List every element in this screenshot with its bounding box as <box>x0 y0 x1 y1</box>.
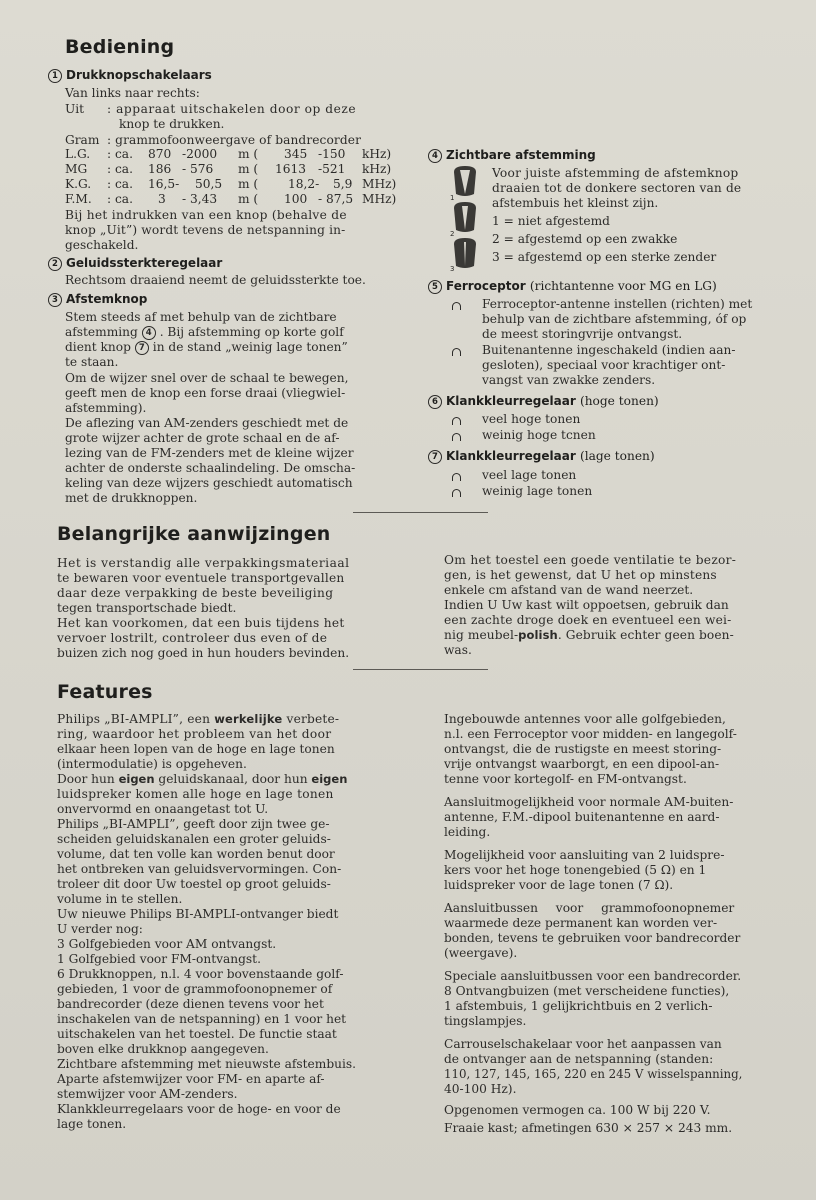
text-line: gebieden, 1 voor de grammofoonopnemer of <box>57 982 333 996</box>
text-line: Rechtsom draaiend neemt de geluidssterkte toe. <box>65 273 366 287</box>
text-line: keling van deze wijzers geschiedt automatisch <box>65 476 353 490</box>
text-part: dient knop <box>65 340 131 354</box>
subheading-note: (richtantenne voor MG en LG) <box>529 279 717 293</box>
text-line: scheiden geluidskanalen een groter geluids- <box>57 832 331 846</box>
band-m: m ( <box>238 147 259 161</box>
text-line: 8 Ontvangbuizen (met verscheidene functies), <box>444 984 730 998</box>
text-part: Door hun <box>57 772 119 786</box>
band-m: m ( <box>238 162 259 176</box>
text-line: bandrecorder (deze dienen tevens voor het <box>57 997 324 1011</box>
text-line: tenne voor kortegolf- en FM-ontvangst. <box>444 772 687 786</box>
text-line: Philips „BI-AMPLI”, geeft door zijn twee ge- <box>57 817 330 831</box>
text-line: Mogelijkheid voor aansluiting van 2 luidspre- <box>444 848 725 862</box>
text-line: 3 Golfgebieden voor AM ontvangst. <box>57 937 277 951</box>
tuning-eye-icon-2 <box>454 202 476 232</box>
eye-state-number: 1 <box>450 194 455 202</box>
subheading-ferroceptor <box>428 279 717 294</box>
subheading-zichtbare-afstemming <box>428 148 596 163</box>
gram-text: : grammofoonweergave of bandrecorder <box>107 133 361 147</box>
text-line: Om het toestel een goede ventilatie te bezor- <box>444 553 737 567</box>
text-part: geluidskanaal, door hun <box>154 772 312 786</box>
text-part: verbete- <box>282 712 340 726</box>
subheading-drukknopschakelaars <box>48 68 212 83</box>
text-line: met de drukknoppen. <box>65 491 198 505</box>
tuning-state: 1 = niet afgestemd <box>492 214 610 228</box>
text-line: behulp van de zichtbare afstemming, óf op <box>482 312 747 326</box>
text-line: luidspreker komen alle hoge en lage tonen <box>57 787 334 801</box>
subheading-text: Zichtbare afstemming <box>446 148 596 162</box>
bullet-text: weinig lage tonen <box>482 484 593 498</box>
band-value: 18,2- <box>288 177 320 191</box>
text-line <box>57 772 347 787</box>
text-line: Indien U Uw kast wilt oppoetsen, gebruik dan <box>444 598 729 612</box>
text-line: uitschakelen van het toestel. De functie staat <box>57 1027 337 1041</box>
text-line: 1 Golfgebied voor FM-ontvangst. <box>57 952 261 966</box>
band-label: MG <box>65 162 88 176</box>
subheading-klankkleur-laag <box>428 449 655 464</box>
text-line <box>65 340 348 355</box>
text-line: gesloten), speciaal voor krachtiger ont- <box>482 358 726 372</box>
subheading-note: (lage tonen) <box>579 449 655 463</box>
band-unit: kHz) <box>362 147 392 161</box>
text-line: boven elke drukknop aangegeven. <box>57 1042 269 1056</box>
band-value: - 576 <box>182 162 214 176</box>
knob-icon <box>452 302 461 310</box>
text-line: stemwijzer voor AM-zenders. <box>57 1087 238 1101</box>
band-value: - 87,5 <box>318 192 354 206</box>
text-line: het ontbreken van geluidsvervormingen. Con- <box>57 862 342 876</box>
number-badge: 7 <box>428 450 442 464</box>
text-line: Het is verstandig alle verpakkingsmateriaal <box>57 556 350 570</box>
uit-text: : apparaat uitschakelen door op deze <box>107 102 357 116</box>
text-line: afstembuis het kleinst zijn. <box>492 196 659 210</box>
text-line: Fraaie kast; afmetingen 630 × 257 × 243 mm. <box>444 1121 733 1135</box>
text-line: n.l. een Ferroceptor voor midden- en langegolf- <box>444 727 737 741</box>
subheading-afstemknop <box>48 292 147 307</box>
text-line: Voor juiste afstemming de afstemknop <box>492 166 739 180</box>
bullet-text: Ferroceptor-antenne instellen (richten) met <box>482 297 753 311</box>
text-line: waarmede deze permanent kan worden ver- <box>444 916 718 930</box>
text-line: 6 Drukknoppen, n.l. 4 voor bovenstaande golf- <box>57 967 344 981</box>
band-value: 3 <box>158 192 166 206</box>
subheading-text: Klankkleurregelaar <box>446 394 576 408</box>
text-line: lezing van de FM-zenders met de kleine wijzer <box>65 446 354 460</box>
subheading-text: Drukknopschakelaars <box>66 68 212 82</box>
divider <box>353 512 488 513</box>
tuning-state: 2 = afgestemd op een zwakke <box>492 232 678 246</box>
number-badge: 5 <box>428 280 442 294</box>
text-line <box>444 628 734 643</box>
text-line: troleer dit door Uw toestel op groot geluids- <box>57 877 331 891</box>
text-line: Aansluitmogelijkheid voor normale AM-buiten- <box>444 795 734 809</box>
tuning-eye-icon-3 <box>454 238 476 268</box>
text-line: ring, waardoor het probleem van het door <box>57 727 332 741</box>
text-line: De aflezing van AM-zenders geschiedt met de <box>65 416 349 430</box>
text-line: afstemming). <box>65 401 147 415</box>
text-line: Opgenomen vermogen ca. 100 W bij 220 V. <box>444 1103 711 1117</box>
eye-state-number: 3 <box>450 265 455 273</box>
text-line: Klankkleurregelaars voor de hoge- en voor de <box>57 1102 341 1116</box>
text-bold: eigen <box>311 772 348 786</box>
text-line: geschakeld. <box>65 238 139 252</box>
number-badge: 4 <box>428 149 442 163</box>
text-line: Ingebouwde antennes voor alle golfgebieden, <box>444 712 726 726</box>
number-badge: 1 <box>48 69 62 83</box>
band-value: 1613 <box>275 162 307 176</box>
text-line: bonden, tevens te gebruiken voor bandrecorder <box>444 931 741 945</box>
text-line: draaien tot de donkere sectoren van de <box>492 181 742 195</box>
band-value: -150 <box>318 147 346 161</box>
section-title-features: Features <box>57 681 153 703</box>
text-line: Om de wijzer snel over de schaal te bewegen, <box>65 371 349 385</box>
text-part: afstemming <box>65 325 138 339</box>
band-value: 50,5 <box>195 177 223 191</box>
text-line: Uw nieuwe Philips BI-AMPLI-ontvanger biedt <box>57 907 339 921</box>
band-value: 186 <box>148 162 172 176</box>
text-line: 40-100 Hz). <box>444 1082 517 1096</box>
text-line: Zichtbare afstemming met nieuwste afstembuis. <box>57 1057 356 1071</box>
text-line: luidspreker voor de lage tonen (7 Ω). <box>444 878 674 892</box>
text-part: in de stand „weinig lage tonen” <box>152 340 348 354</box>
text-line: inschakelen van de netspanning) en 1 voor het <box>57 1012 347 1026</box>
knob-icon <box>452 473 461 481</box>
tuning-eye-diagram <box>448 164 482 274</box>
band-value: 870 <box>148 147 172 161</box>
gram-label: Gram <box>65 133 100 147</box>
subheading-klankkleur-hoog <box>428 394 659 409</box>
text-line: de meest storingvrije ontvangst. <box>482 327 683 341</box>
subheading-note: (hoge tonen) <box>579 394 659 408</box>
number-badge: 3 <box>48 293 62 307</box>
text-line: leiding. <box>444 825 491 839</box>
text-line: tingslampjes. <box>444 1014 527 1028</box>
tuning-state: 3 = afgestemd op een sterke zender <box>492 250 717 264</box>
band-value: - 3,43 <box>182 192 218 206</box>
tuning-eye-icon-1 <box>454 166 476 196</box>
text-line: te bewaren voor eventuele transportgevallen <box>57 571 345 585</box>
text-line: vrije ontvangst waarborgt, en een dipool-an- <box>444 757 720 771</box>
band-value: 100 <box>284 192 308 206</box>
uit-text-2: knop te drukken. <box>119 117 225 131</box>
text-line: Speciale aansluitbussen voor een bandrecorder. <box>444 969 742 983</box>
number-ref: 4 <box>142 326 156 340</box>
band-value: 345 <box>284 147 308 161</box>
section-title-aanwijzingen: Belangrijke aanwijzingen <box>57 523 331 545</box>
text-line: Stem steeds af met behulp van de zichtbare <box>65 310 337 324</box>
divider <box>353 669 488 670</box>
text-line: gen, is het gewenst, dat U het op minstens <box>444 568 717 582</box>
text-line: Aansluitbussen voor grammofoonopnemer <box>444 901 735 915</box>
band-label: F.M. <box>65 192 92 206</box>
text-line: Carrouselschakelaar voor het aanpassen van <box>444 1037 722 1051</box>
text-line: knop „Uit”) wordt tevens de netspanning in- <box>65 223 346 237</box>
bullet-text: veel hoge tonen <box>482 412 581 426</box>
band-ca: : ca. <box>107 177 133 191</box>
text-line: volume, dat ten volle kan worden benut door <box>57 847 335 861</box>
uit-label: Uit <box>65 102 85 116</box>
text-line: antenne, F.M.-dipool buitenantenne en aard- <box>444 810 720 824</box>
text-line: ontvangst, die de rustigste en meest storing- <box>444 742 722 756</box>
text-line: 110, 127, 145, 165, 220 en 245 V wisselspanning, <box>444 1067 743 1081</box>
number-badge: 6 <box>428 395 442 409</box>
section-title-bediening: Bediening <box>65 36 175 58</box>
band-label: L.G. <box>65 147 91 161</box>
band-unit: MHz) <box>362 192 397 206</box>
text-line: grote wijzer achter de grote schaal en de af- <box>65 431 340 445</box>
text-line: onvervormd en onaangetast tot U. <box>57 802 269 816</box>
band-label: K.G. <box>65 177 92 191</box>
text-line: Aparte afstemwijzer voor FM- en aparte af- <box>57 1072 325 1086</box>
text-line: (weergave). <box>444 946 518 960</box>
band-value: 16,5- <box>148 177 180 191</box>
text-line: 1 afstembuis, 1 gelijkrichtbuis en 2 verlich- <box>444 999 713 1013</box>
text-bold: polish <box>518 628 558 642</box>
number-badge: 2 <box>48 257 62 271</box>
bullet-text: weinig hoge tcnen <box>482 428 596 442</box>
text-line <box>65 325 344 340</box>
text-line: vangst van zwakke zenders. <box>482 373 656 387</box>
text-line: U verder nog: <box>57 922 143 936</box>
band-unit: kHz) <box>362 162 392 176</box>
band-unit: MHz) <box>362 177 397 191</box>
knob-icon <box>452 348 461 356</box>
eye-state-number: 2 <box>450 230 455 238</box>
text-line: (intermodulatie) is opgeheven. <box>57 757 247 771</box>
text-part: Philips „BI-AMPLI”, een <box>57 712 215 726</box>
text-part: . Bij afstemming op korte golf <box>159 325 344 339</box>
knob-icon <box>452 417 461 425</box>
knob-icon <box>452 433 461 441</box>
subheading-geluidssterkteregelaar <box>48 256 222 271</box>
text-line: Bij het indrukken van een knop (behalve de <box>65 208 347 222</box>
text-line: buizen zich nog goed in hun houders bevinden. <box>57 646 350 660</box>
bullet-text: veel lage tonen <box>482 468 577 482</box>
band-ca: : ca. <box>107 192 133 206</box>
band-value: 5,9 <box>333 177 353 191</box>
knob-icon <box>452 489 461 497</box>
band-value: -2000 <box>182 147 218 161</box>
text-line: tegen transportschade biedt. <box>57 601 237 615</box>
subheading-text: Geluidssterkteregelaar <box>66 256 223 270</box>
text-line: daar deze verpakking de beste beveiliging <box>57 586 334 600</box>
band-ca: : ca. <box>107 162 133 176</box>
band-value: -521 <box>318 162 346 176</box>
text-line: enkele cm afstand van de wand neerzet. <box>444 583 694 597</box>
subheading-text: Ferroceptor <box>446 279 526 293</box>
text-part: . Gebruik echter geen boen- <box>557 628 734 642</box>
text-line: was. <box>444 643 472 657</box>
text-line: elkaar heen lopen van de hoge en lage tonen <box>57 742 335 756</box>
text-line: volume in te stellen. <box>57 892 183 906</box>
text-line: een zachte droge doek en eventueel een wei- <box>444 613 732 627</box>
band-ca: : ca. <box>107 147 133 161</box>
text-line: de ontvanger aan de netspanning (standen: <box>444 1052 714 1066</box>
band-m: m ( <box>238 192 259 206</box>
text-line: kers voor het hoge tonengebied (5 Ω) en 1 <box>444 863 707 877</box>
text-line: lage tonen. <box>57 1117 127 1131</box>
text-part: nig meubel- <box>444 628 519 642</box>
text-bold: werkelijke <box>214 712 283 726</box>
text-line <box>57 712 339 727</box>
bullet-text: Buitenantenne ingeschakeld (indien aan- <box>482 343 736 357</box>
number-ref: 7 <box>135 341 149 355</box>
band-m: m ( <box>238 177 259 191</box>
text-bold: eigen <box>118 772 155 786</box>
text-line: Het kan voorkomen, dat een buis tijdens het <box>57 616 345 630</box>
text-line: Van links naar rechts: <box>65 86 200 100</box>
subheading-text: Afstemknop <box>66 292 148 306</box>
text-line: vervoer lostrilt, controleer dus even of de <box>57 631 328 645</box>
subheading-text: Klankkleurregelaar <box>446 449 576 463</box>
text-line: te staan. <box>65 355 119 369</box>
text-line: geeft men de knop een forse draai (vliegwiel- <box>65 386 346 400</box>
text-line: achter de onderste schaalindeling. De omscha- <box>65 461 356 475</box>
